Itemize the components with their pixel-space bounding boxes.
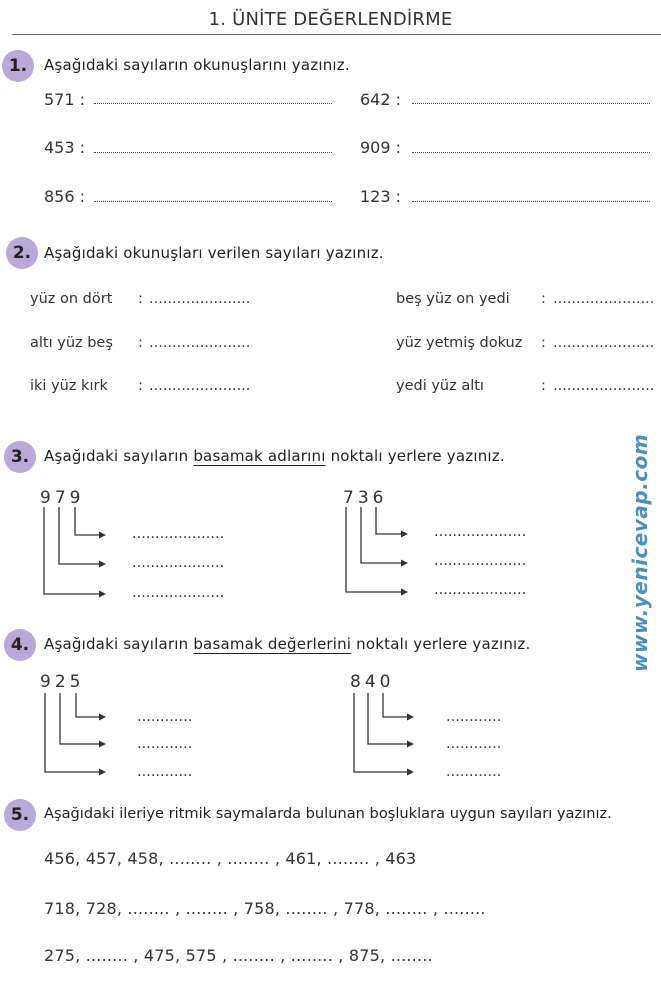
question-2-instruction: Aşağıdaki okunuşları verilen sayıları yazınız. — [44, 244, 384, 262]
question-3-badge: 3. — [4, 441, 36, 473]
q3-instruction-before: Aşağıdaki sayıların — [44, 447, 189, 465]
q2-answer-blank[interactable]: ...................... — [149, 378, 251, 394]
q3-answer-blank[interactable]: .................... — [132, 555, 225, 571]
q5-sequence-2[interactable]: 718, 728, ........ , ........ , 758, ........ , 778, ........ , ........ — [44, 899, 486, 918]
question-1-badge: 1. — [2, 50, 34, 82]
q2-answer-blank[interactable]: ...................... — [149, 291, 251, 307]
q1-right-number-2: 909 : — [360, 138, 402, 157]
watermark: www.yenicevap.com — [628, 433, 652, 672]
q1-left-number-1: 571 : — [44, 90, 86, 109]
q3-answer-blank[interactable]: .................... — [434, 524, 527, 540]
q4-instruction-underlined: basamak değerlerini — [193, 635, 352, 653]
q5-sequence-3[interactable]: 275, ........ , 475, 575 , ........ , ........ , 875, ........ — [44, 946, 433, 965]
q1-right-number-1: 642 : — [360, 90, 402, 109]
question-2-badge: 2. — [6, 237, 38, 269]
q4-instruction-after: noktalı yerlere yazınız. — [356, 635, 531, 653]
question-4-badge: 4. — [4, 629, 36, 661]
q3-instruction-after: noktalı yerlere yazınız. — [330, 447, 505, 465]
q3-answer-blank[interactable]: .................... — [132, 526, 225, 542]
q3-answer-blank[interactable]: .................... — [132, 585, 225, 601]
q5-sequence-1[interactable]: 456, 457, 458, ........ , ........ , 461, ........ , 463 — [44, 849, 417, 868]
q1-left-number-2: 453 : — [44, 138, 86, 157]
page-title: 1. ÜNİTE DEĞERLENDİRME — [208, 9, 453, 30]
q4-answer-blank[interactable]: ............ — [446, 764, 502, 780]
q2-colon: : — [541, 291, 546, 307]
q4-answer-blank[interactable]: ............ — [137, 764, 193, 780]
question-1-instruction: Aşağıdaki sayıların okunuşlarını yazınız. — [44, 56, 350, 74]
question-5-badge: 5. — [4, 799, 36, 831]
q2-answer-blank[interactable]: ...................... — [553, 378, 655, 394]
q2-answer-blank[interactable]: ...................... — [553, 335, 655, 351]
q1-right-number-3: 123 : — [360, 187, 402, 206]
q2-colon: : — [541, 335, 546, 351]
q2-colon: : — [138, 335, 143, 351]
q2-answer-blank[interactable]: ...................... — [149, 335, 251, 351]
question-5-instruction: Aşağıdaki ileriye ritmik saymalarda bulunan boşluklara uygun sayıları yazınız. — [44, 805, 612, 822]
q2-answer-blank[interactable]: ...................... — [553, 291, 655, 307]
q2-left-phrase-2: altı yüz beş — [30, 335, 113, 351]
q4-right-number: 840 — [350, 672, 395, 692]
q3-answer-blank[interactable]: .................... — [434, 582, 527, 598]
q4-answer-blank[interactable]: ............ — [446, 736, 502, 752]
q2-left-phrase-3: iki yüz kırk — [30, 378, 108, 394]
q2-right-phrase-1: beş yüz on yedi — [396, 291, 510, 307]
q2-colon: : — [138, 291, 143, 307]
q3-instruction-underlined: basamak adlarını — [193, 447, 326, 465]
q3-answer-blank[interactable]: .................... — [434, 553, 527, 569]
q1-left-number-3: 856 : — [44, 187, 86, 206]
q3-right-number: 736 — [343, 488, 388, 508]
q2-colon: : — [541, 378, 546, 394]
q2-left-phrase-1: yüz on dört — [30, 291, 113, 307]
q2-right-phrase-2: yüz yetmiş dokuz — [396, 335, 523, 351]
q3-left-number: 979 — [40, 488, 85, 508]
q4-answer-blank[interactable]: ............ — [137, 709, 193, 725]
q4-answer-blank[interactable]: ............ — [446, 709, 502, 725]
q2-colon: : — [138, 378, 143, 394]
q4-instruction-before: Aşağıdaki sayıların — [44, 635, 189, 653]
q2-right-phrase-3: yedi yüz altı — [396, 378, 484, 394]
q4-left-number: 925 — [40, 672, 85, 692]
q4-answer-blank[interactable]: ............ — [137, 736, 193, 752]
